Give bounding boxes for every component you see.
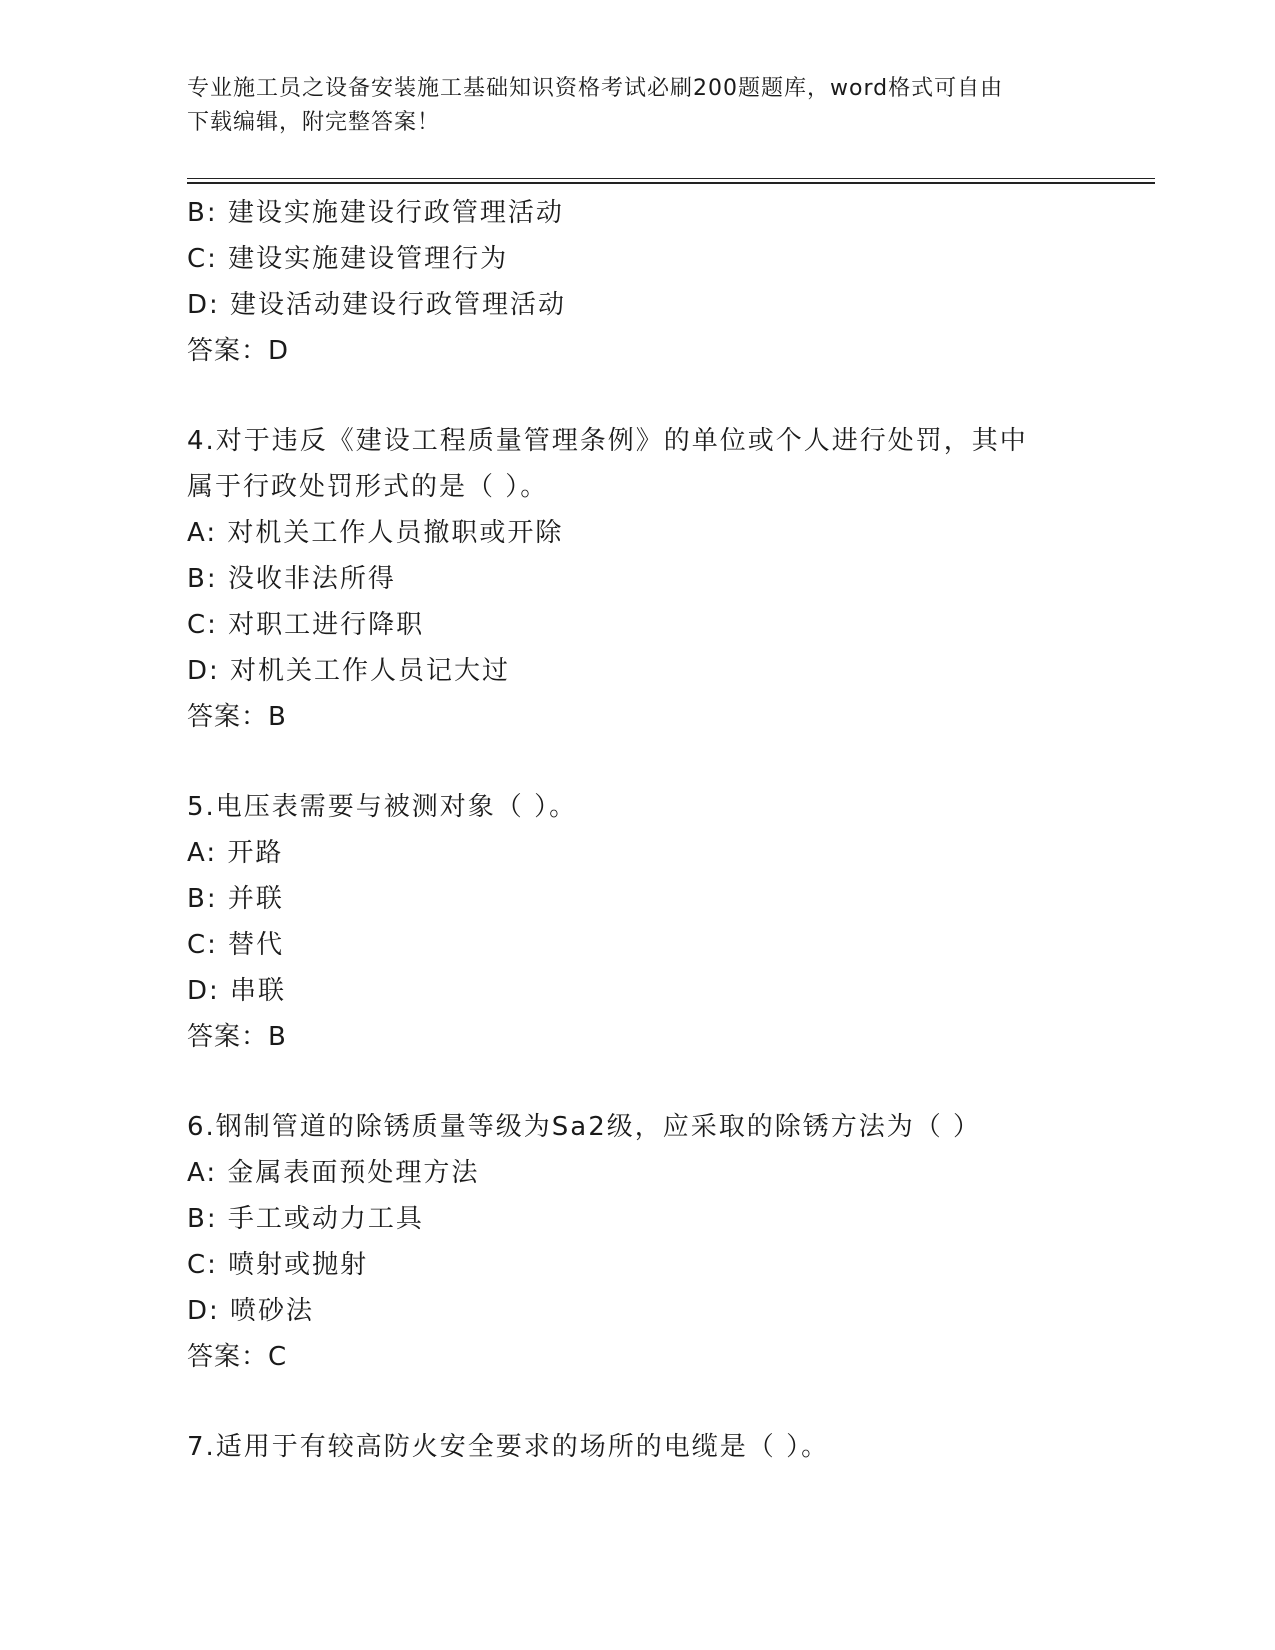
question-stem: 5.电压表需要与被测对象（ ）。 — [187, 792, 578, 822]
question-stem: 4.对于违反《建设工程质量管理条例》的单位或个人进行处罚，其中 — [187, 426, 1028, 456]
answer: 答案：B — [187, 702, 287, 732]
option-d: D: 喷砂法 — [187, 1296, 315, 1326]
header-line-2: 下载编辑，附完整答案！ — [187, 110, 441, 135]
option-a: A: 开路 — [187, 838, 284, 868]
document-header — [187, 72, 1067, 140]
option-a: A: 对机关工作人员撤职或开除 — [187, 518, 564, 548]
option-b: B: 建设实施建设行政管理活动 — [187, 198, 564, 228]
option-a: A: 金属表面预处理方法 — [187, 1158, 480, 1188]
question-list — [187, 190, 1107, 1470]
question-4 — [187, 418, 1107, 740]
option-c: C: 建设实施建设管理行为 — [187, 244, 509, 274]
option-b: B: 没收非法所得 — [187, 564, 396, 594]
question-stem: 6.钢制管道的除锈质量等级为Sa2级，应采取的除锈方法为（ ） — [187, 1112, 982, 1142]
header-divider-thin — [187, 178, 1155, 179]
option-d: D: 串联 — [187, 976, 287, 1006]
question-stem: 7.适用于有较高防火安全要求的场所的电缆是（ ）。 — [187, 1432, 830, 1462]
option-c: C: 替代 — [187, 930, 285, 960]
option-d: D: 对机关工作人员记大过 — [187, 656, 511, 686]
answer: 答案：B — [187, 1022, 287, 1052]
header-line-1: 专业施工员之设备安装施工基础知识资格考试必刷200题题库，word格式可自由 — [187, 76, 1004, 101]
question-7 — [187, 1424, 1107, 1470]
option-c: C: 对职工进行降职 — [187, 610, 425, 640]
question-3-tail — [187, 190, 1107, 374]
option-b: B: 手工或动力工具 — [187, 1204, 424, 1234]
header-divider-thick — [187, 182, 1155, 184]
option-d: D: 建设活动建设行政管理活动 — [187, 290, 567, 320]
answer: 答案：C — [187, 1342, 288, 1372]
option-b: B: 并联 — [187, 884, 284, 914]
answer: 答案：D — [187, 336, 290, 366]
question-stem-cont: 属于行政处罚形式的是（ ）。 — [187, 472, 549, 502]
option-c: C: 喷射或抛射 — [187, 1250, 369, 1280]
question-6 — [187, 1104, 1107, 1380]
question-5 — [187, 784, 1107, 1060]
